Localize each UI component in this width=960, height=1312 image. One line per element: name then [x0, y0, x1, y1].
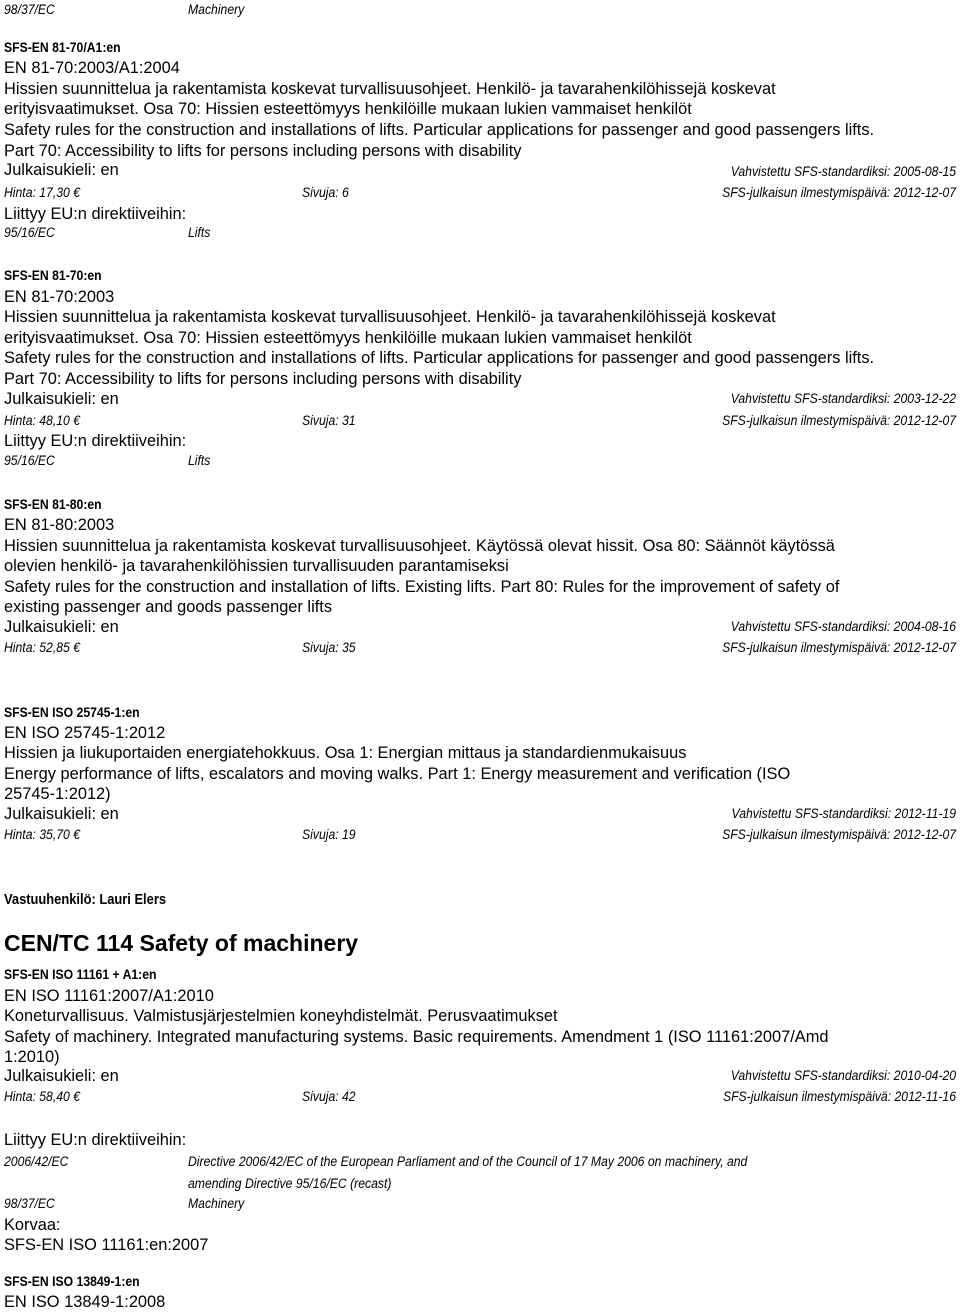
en-reference: EN 81-80:2003: [4, 516, 115, 534]
price: Hinta: 58,40 €: [4, 1089, 81, 1105]
directive-code: 95/16/EC: [4, 453, 55, 469]
finnish-title: Hissien suunnittelua ja rakentamista koskevat turvallisuusohjeet. Henkilö- ja tavarahenkilöhissejä koskevat: [4, 308, 776, 326]
publication-date: SFS-julkaisun ilmestymispäivä: 2012-12-07: [722, 413, 956, 429]
en-reference: EN 81-70:2003: [4, 288, 115, 306]
directives-label: Liittyy EU:n direktiiveihin:: [4, 1131, 187, 1149]
english-title: Safety rules for the construction and installations of lifts. Particular applications for passenger and good passengers lifts.: [4, 349, 875, 367]
en-reference: EN ISO 13849-1:2008: [4, 1293, 166, 1311]
finnish-title: erityisvaatimukset. Osa 70: Hissien esteettömyys henkilöille mukaan lukien vammaiset henkilöt: [4, 100, 692, 118]
directive-label: Directive 2006/42/EC of the European Parliament and of the Council of 17 May 2006 on machinery, and: [188, 1154, 748, 1170]
english-title: 1:2010): [4, 1048, 60, 1066]
en-reference: EN 81-70:2003/A1:2004: [4, 59, 180, 77]
finnish-title: olevien henkilö- ja tavarahenkilöhissien turvallisuuden parantamiseksi: [4, 557, 509, 575]
price: Hinta: 48,10 €: [4, 413, 81, 429]
language-label: Julkaisukieli: en: [4, 390, 119, 408]
approved-date: Vahvistettu SFS-standardiksi: 2010-04-20: [730, 1068, 956, 1084]
en-reference: EN ISO 25745-1:2012: [4, 724, 166, 742]
publication-date: SFS-julkaisun ilmestymispäivä: 2012-12-07: [722, 640, 956, 656]
standard-code: SFS-EN ISO 25745-1:en: [4, 705, 140, 721]
standard-code: SFS-EN 81-80:en: [4, 497, 102, 513]
standard-code: SFS-EN 81-70/A1:en: [4, 40, 121, 56]
finnish-title: Hissien suunnittelua ja rakentamista koskevat turvallisuusohjeet. Käytössä olevat hissit. Osa 80: Säännöt käytössä: [4, 537, 835, 555]
page-count: Sivuja: 31: [302, 413, 356, 429]
replaces-label: Korvaa:: [4, 1216, 61, 1234]
page-count: Sivuja: 6: [302, 185, 349, 201]
english-title: Safety rules for the construction and installation of lifts. Existing lifts. Part 80: Rules for the improvement of safety of: [4, 578, 840, 596]
responsible-person: Vastuuhenkilö: Lauri Elers: [4, 891, 167, 908]
directive-label: Lifts: [188, 225, 211, 241]
page-count: Sivuja: 42: [302, 1089, 356, 1105]
standard-code: SFS-EN ISO 11161 + A1:en: [4, 967, 157, 983]
english-title: Part 70: Accessibility to lifts for persons including persons with disability: [4, 370, 522, 388]
directive-label: Machinery: [188, 2, 245, 18]
directive-label: amending Directive 95/16/EC (recast): [188, 1176, 392, 1192]
english-title: Part 70: Accessibility to lifts for persons including persons with disability: [4, 142, 522, 160]
language-label: Julkaisukieli: en: [4, 161, 119, 179]
directives-label: Liittyy EU:n direktiiveihin:: [4, 205, 187, 223]
finnish-title: erityisvaatimukset. Osa 70: Hissien esteettömyys henkilöille mukaan lukien vammaiset henkilöt: [4, 329, 692, 347]
directive-code: 2006/42/EC: [4, 1154, 69, 1170]
finnish-title: Hissien ja liukuportaiden energiatehokkuus. Osa 1: Energian mittaus ja standardienmukaisuus: [4, 744, 687, 762]
english-title: 25745-1:2012): [4, 785, 111, 803]
language-label: Julkaisukieli: en: [4, 805, 119, 823]
approved-date: Vahvistettu SFS-standardiksi: 2004-08-16: [730, 619, 956, 635]
standard-code: SFS-EN 81-70:en: [4, 268, 102, 284]
directives-label: Liittyy EU:n direktiiveihin:: [4, 432, 187, 450]
publication-date: SFS-julkaisun ilmestymispäivä: 2012-12-07: [722, 185, 956, 201]
approved-date: Vahvistettu SFS-standardiksi: 2012-11-19: [731, 806, 956, 822]
language-label: Julkaisukieli: en: [4, 618, 119, 636]
finnish-title: Koneturvallisuus. Valmistusjärjestelmien koneyhdistelmät. Perusvaatimukset: [4, 1007, 558, 1025]
section-title: CEN/TC 114 Safety of machinery: [4, 930, 359, 956]
page-count: Sivuja: 35: [302, 640, 356, 656]
price: Hinta: 35,70 €: [4, 827, 81, 843]
directive-label: Machinery: [188, 1196, 245, 1212]
approved-date: Vahvistettu SFS-standardiksi: 2005-08-15: [730, 164, 956, 180]
publication-date: SFS-julkaisun ilmestymispäivä: 2012-12-07: [722, 827, 956, 843]
finnish-title: Hissien suunnittelua ja rakentamista koskevat turvallisuusohjeet. Henkilö- ja tavarahenkilöhissejä koskevat: [4, 80, 776, 98]
english-title: Safety of machinery. Integrated manufacturing systems. Basic requirements. Amendment 1 (ISO 11161:2007/Amd: [4, 1028, 829, 1046]
approved-date: Vahvistettu SFS-standardiksi: 2003-12-22: [730, 391, 956, 407]
english-title: Energy performance of lifts, escalators and moving walks. Part 1: Energy measurement and verification (ISO: [4, 765, 791, 783]
price: Hinta: 52,85 €: [4, 640, 81, 656]
directive-code: 98/37/EC: [4, 2, 55, 18]
directive-label: Lifts: [188, 453, 211, 469]
directive-code: 98/37/EC: [4, 1196, 55, 1212]
en-reference: EN ISO 11161:2007/A1:2010: [4, 987, 214, 1005]
standard-code: SFS-EN ISO 13849-1:en: [4, 1274, 140, 1290]
price: Hinta: 17,30 €: [4, 185, 81, 201]
replaced-standard: SFS-EN ISO 11161:en:2007: [4, 1236, 209, 1254]
english-title: existing passenger and goods passenger lifts: [4, 598, 333, 616]
page-count: Sivuja: 19: [302, 827, 356, 843]
english-title: Safety rules for the construction and installations of lifts. Particular applications for passenger and good passengers lifts.: [4, 121, 875, 139]
directive-code: 95/16/EC: [4, 225, 55, 241]
language-label: Julkaisukieli: en: [4, 1067, 119, 1085]
publication-date: SFS-julkaisun ilmestymispäivä: 2012-11-16: [722, 1089, 956, 1105]
